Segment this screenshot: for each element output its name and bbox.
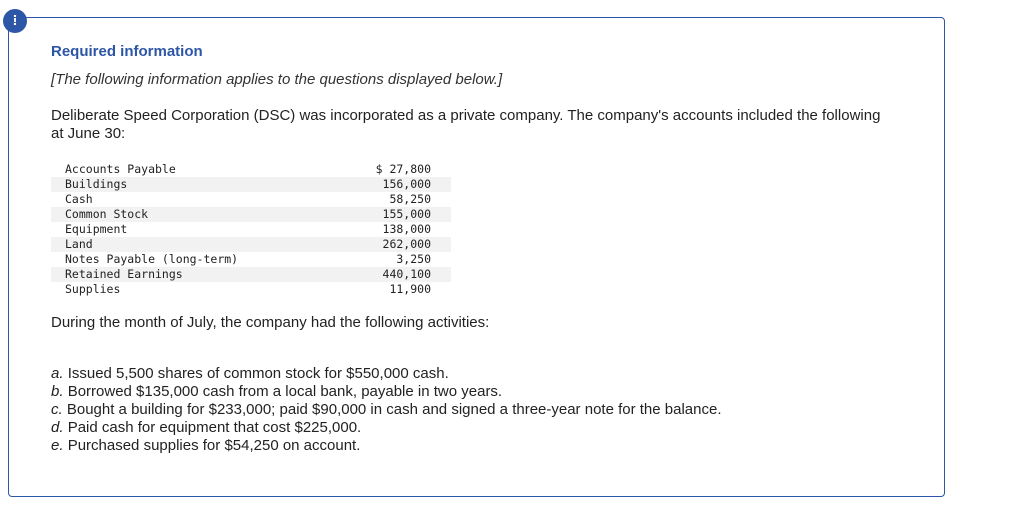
account-name: Supplies [65,282,121,296]
activity-text: Bought a building for $233,000; paid $90,000 in cash and signed a three-year note for the balance. [66,401,722,418]
account-name: Buildings [51,177,336,192]
section-heading: Required information [51,43,203,60]
section-note: [The following information applies to the questions displayed below.] [51,71,503,88]
table-row [51,267,451,282]
table-row [51,252,451,267]
list-item [51,419,722,437]
activities-list [51,365,722,455]
account-amount: 3,250 [396,252,431,266]
problem-intro: Deliberate Speed Corporation (DSC) was incorporated as a private company. The company's accounts included the following at June 30: [51,107,881,142]
list-item [51,437,722,455]
account-name: Cash [65,192,93,206]
account-amount: $ 27,800 [375,162,431,176]
account-name: Notes Payable (long-term) [65,252,239,266]
account-name: Accounts Payable [65,162,176,176]
accounts-table [51,162,451,297]
account-amount: 155,000 [336,207,451,222]
account-amount: 262,000 [336,237,451,252]
account-name: Retained Earnings [51,267,336,282]
activity-text: Borrowed $135,000 cash from a local bank, payable in two years. [67,383,503,400]
list-item [51,365,722,383]
activity-letter: c. [51,401,63,418]
account-amount: 138,000 [382,222,431,236]
activities-intro: During the month of July, the company had the following activities: [51,314,490,331]
exclamation-icon: ! [3,9,27,33]
account-amount: 156,000 [336,177,451,192]
table-row [51,177,451,192]
activity-text: Purchased supplies for $54,250 on account. [67,437,361,454]
table-row [51,237,451,252]
account-name: Common Stock [51,207,336,222]
activity-letter: d. [51,419,64,436]
account-amount: 11,900 [389,282,431,296]
table-row [51,207,451,222]
account-amount: 440,100 [336,267,451,282]
activity-letter: a. [51,365,64,382]
list-item [51,383,722,401]
table-row [51,282,451,297]
activity-text: Paid cash for equipment that cost $225,000. [67,419,362,436]
list-item [51,401,722,419]
activity-letter: b. [51,383,64,400]
table-row [51,222,451,237]
account-amount: 58,250 [389,192,431,206]
table-row [51,192,451,207]
account-name: Land [51,237,336,252]
account-name: Equipment [65,222,128,236]
activity-text: Issued 5,500 shares of common stock for $550,000 cash. [67,365,449,382]
activity-letter: e. [51,437,64,454]
table-row [51,162,451,177]
